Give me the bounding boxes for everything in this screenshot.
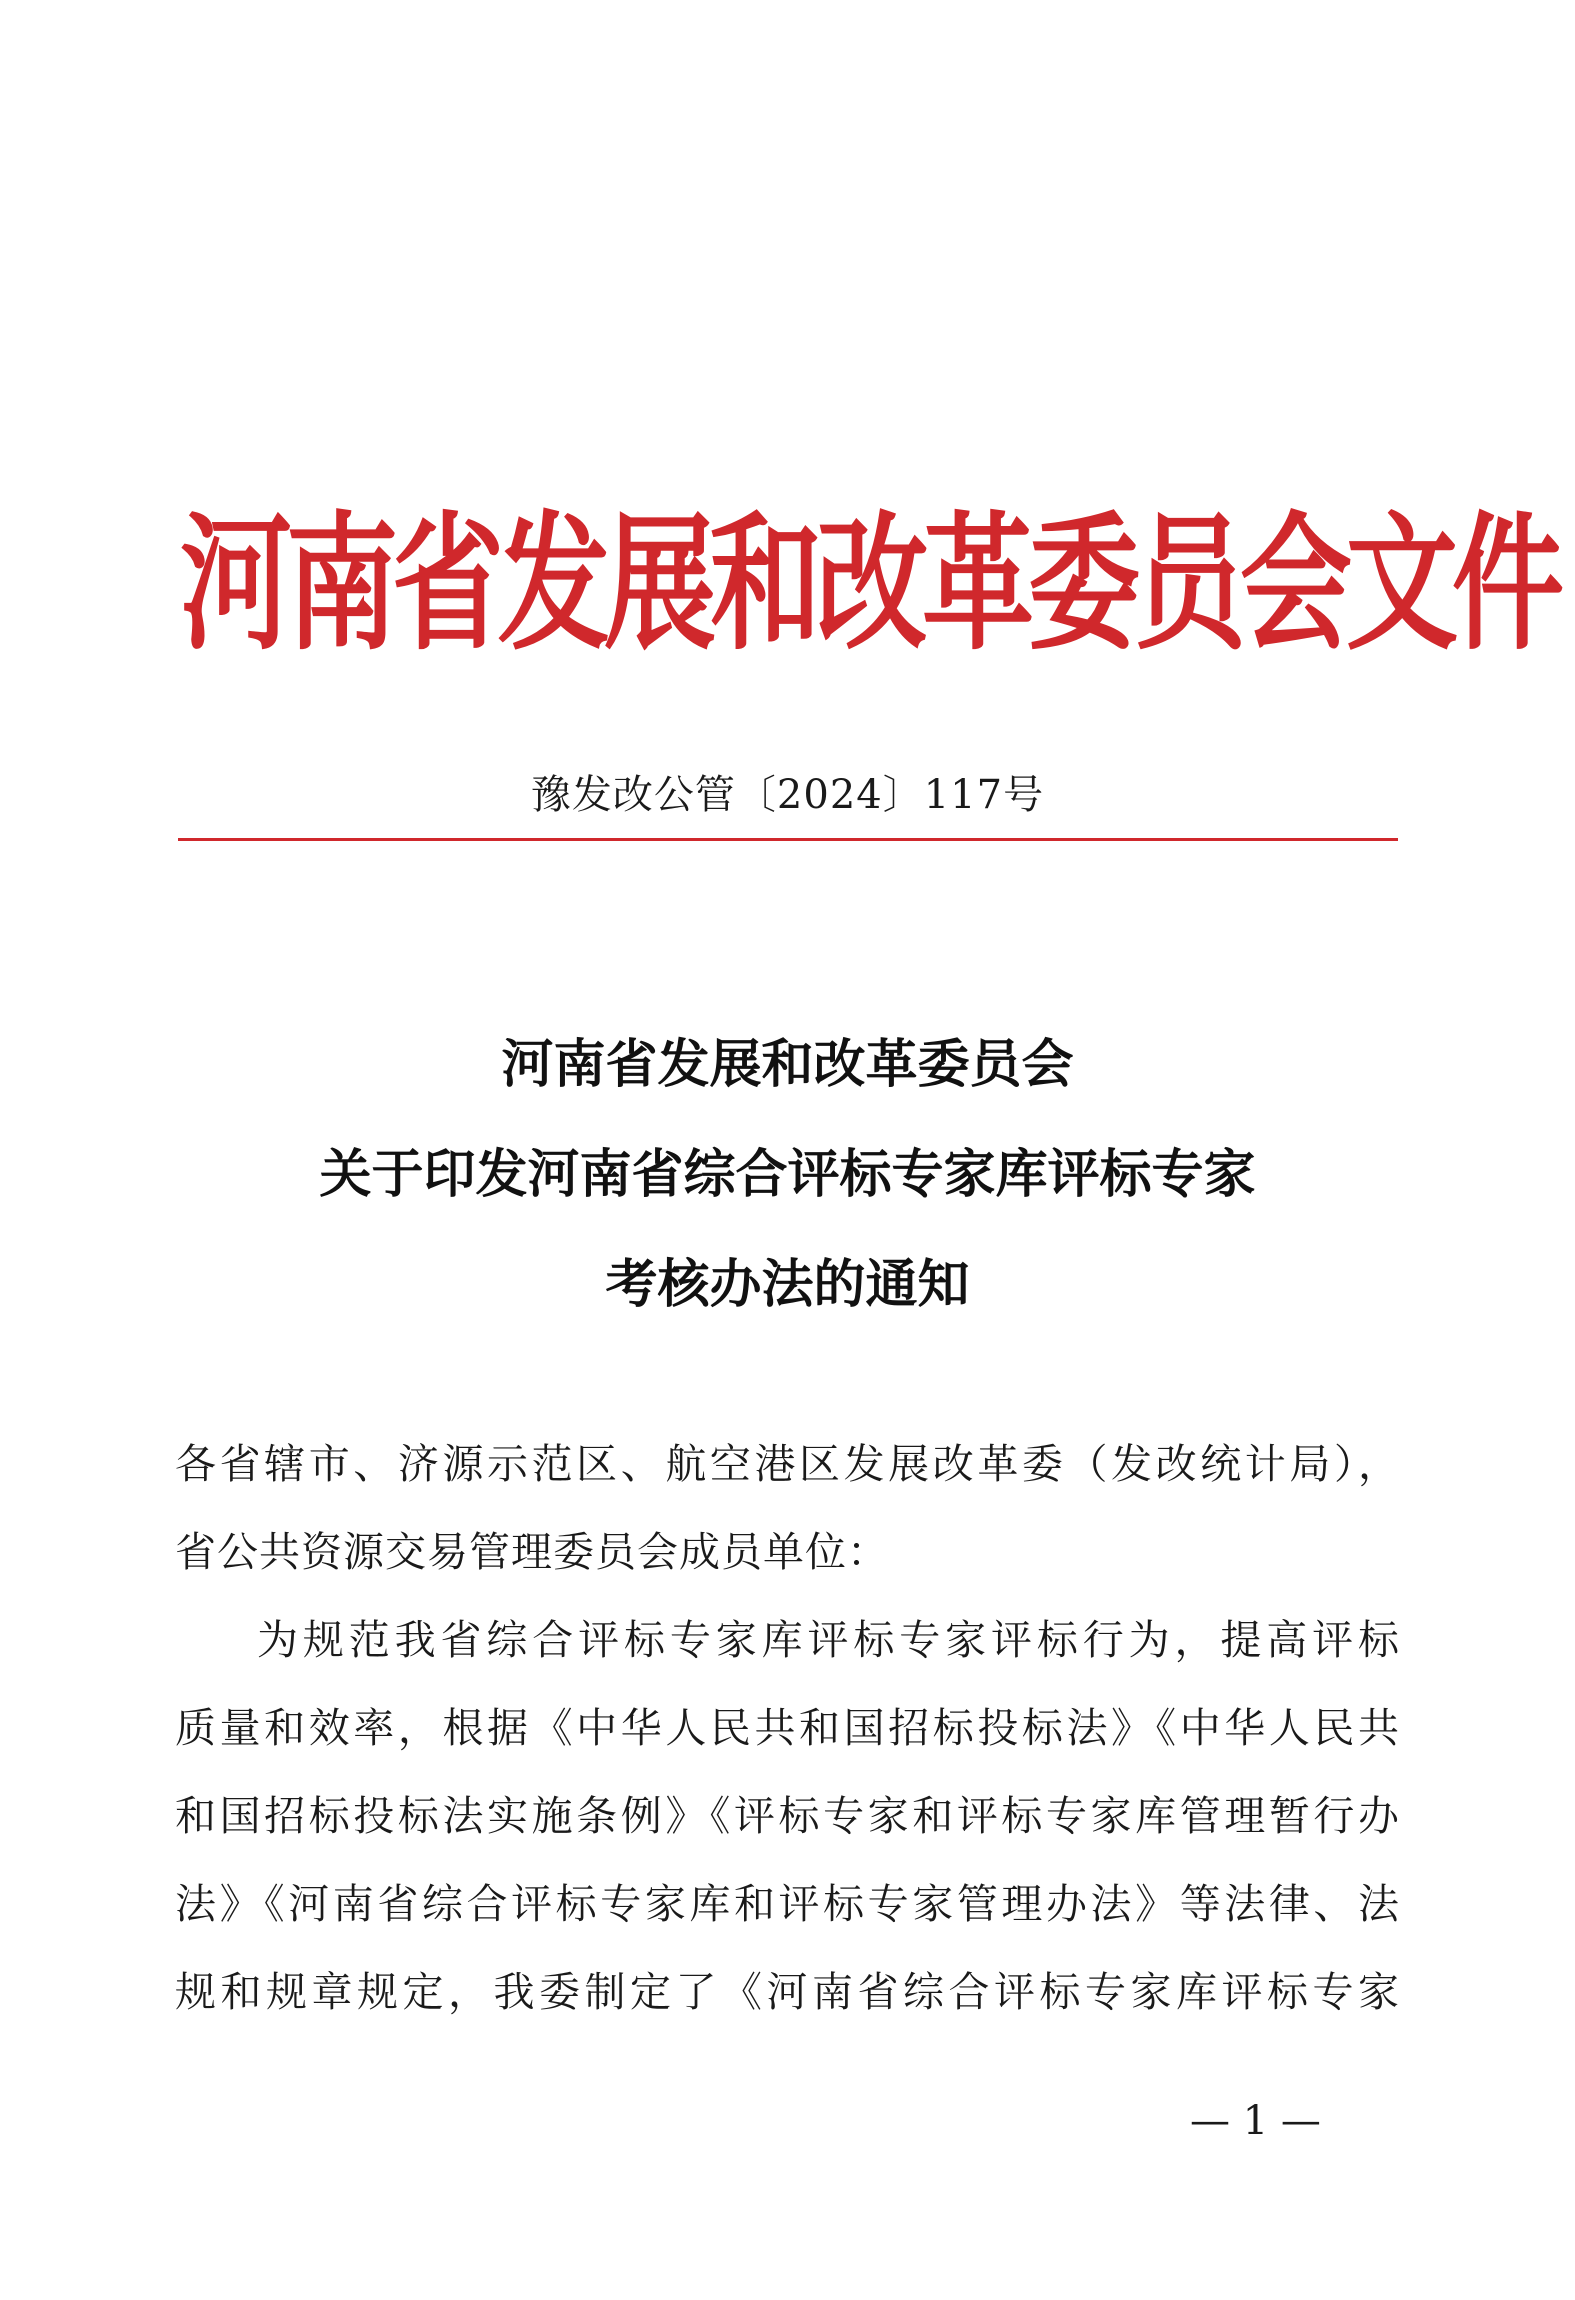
- notice-title-line-2: 关于印发河南省综合评标专家库评标专家: [319, 1144, 1256, 1205]
- notice-title-line-3: 考核办法的通知: [605, 1254, 970, 1315]
- body-line-4: 法》《河南省综合评标专家库和评标专家管理办法》等法律、法: [175, 1880, 1400, 1928]
- document-number: 豫发改公管〔2024〕117号: [530, 772, 1045, 818]
- issuer-header-title: 河南省发展和改革委员会文件: [180, 497, 1558, 671]
- body-line-3: 和国招标投标法实施条例》《评标专家和评标专家库管理暂行办: [175, 1792, 1400, 1840]
- body-line-5: 规和规章规定，我委制定了《河南省综合评标专家库评标专家: [175, 1968, 1400, 2016]
- body-line-2: 质量和效率，根据《中华人民共和国招标投标法》《中华人民共: [175, 1704, 1400, 1752]
- addressee-line-1: 各省辖市、济源示范区、航空港区发展改革委（发改统计局），: [175, 1440, 1400, 1488]
- notice-title: [0, 1010, 1575, 1340]
- page-number: — 1 —: [1190, 2098, 1321, 2144]
- red-divider-line: [178, 838, 1398, 841]
- notice-body: [175, 1420, 1400, 2036]
- body-line-1: 为规范我省综合评标专家库评标专家评标行为，提高评标: [257, 1616, 1400, 1664]
- addressee-line-2: 省公共资源交易管理委员会成员单位：: [175, 1528, 889, 1576]
- notice-title-line-1: 河南省发展和改革委员会: [501, 1034, 1074, 1095]
